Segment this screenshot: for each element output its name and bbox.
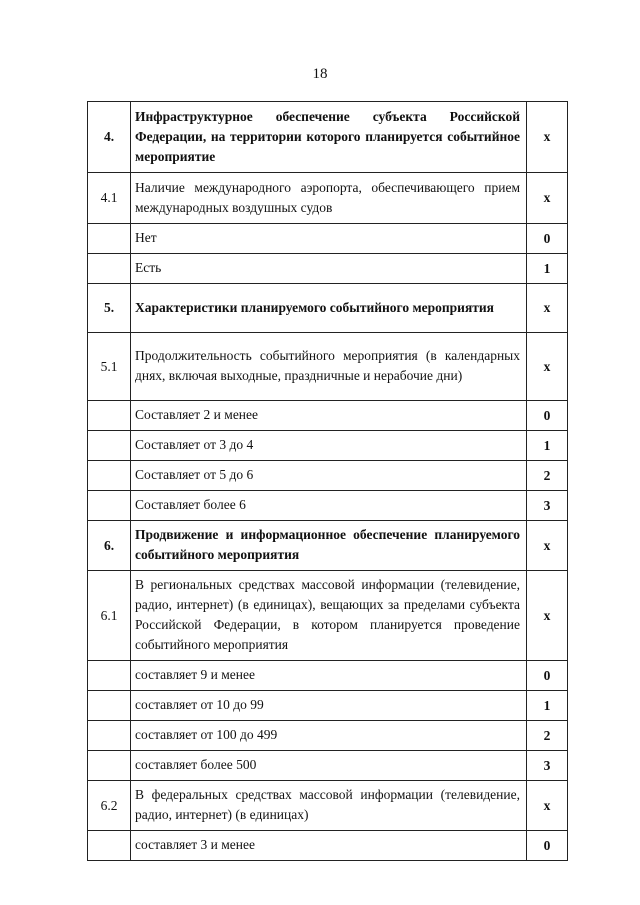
- row-value: x: [527, 781, 568, 831]
- table-row: [88, 491, 568, 521]
- page-number: 18: [312, 66, 328, 82]
- row-value: 0: [527, 401, 568, 431]
- table-row-criterion-6-2: [88, 781, 568, 831]
- row-value: x: [527, 102, 568, 173]
- row-text: Составляет от 5 до 6: [131, 461, 527, 491]
- row-number: 4.: [88, 102, 131, 173]
- table-row: [88, 721, 568, 751]
- row-value: 3: [527, 751, 568, 781]
- row-number: [88, 721, 131, 751]
- row-text: составляет 9 и менее: [131, 661, 527, 691]
- row-value: 1: [527, 254, 568, 284]
- row-text: составляет более 500: [131, 751, 527, 781]
- table-row-section-4: [88, 102, 568, 173]
- row-text: Продолжительность событийного мероприятия (в календарных днях, включая выходные, праздничные и нерабочие дни): [131, 333, 527, 401]
- row-text: Инфраструктурное обеспечение субъекта Российской Федерации, на территории которого планируется событийное мероприятие: [131, 102, 527, 173]
- row-value: x: [527, 284, 568, 333]
- row-text: Характеристики планируемого событийного мероприятия: [131, 284, 527, 333]
- table-row: [88, 661, 568, 691]
- criteria-table: [87, 101, 568, 861]
- table-row-criterion-4-1: [88, 173, 568, 224]
- row-text: В федеральных средствах массовой информации (телевидение, радио, интернет) (в единицах): [131, 781, 527, 831]
- row-value: 0: [527, 224, 568, 254]
- row-text: составляет от 10 до 99: [131, 691, 527, 721]
- row-value: 1: [527, 691, 568, 721]
- criteria-table-body: [88, 102, 568, 861]
- table-row-section-5: [88, 284, 568, 333]
- row-value: 0: [527, 661, 568, 691]
- row-text: В региональных средствах массовой информации (телевидение, радио, интернет) (в единицах), вещающих за пределами субъекта Российской Федерации, в котором планируется проведение событийного мероприятия: [131, 571, 527, 661]
- table-row: [88, 431, 568, 461]
- row-text: Составляет от 3 до 4: [131, 431, 527, 461]
- row-number: 6.2: [88, 781, 131, 831]
- table-row: [88, 224, 568, 254]
- row-number: [88, 831, 131, 861]
- row-text: Составляет 2 и менее: [131, 401, 527, 431]
- row-number: 5.: [88, 284, 131, 333]
- row-text: составляет от 100 до 499: [131, 721, 527, 751]
- table-row-section-6: [88, 521, 568, 571]
- table-row: [88, 751, 568, 781]
- row-value: 2: [527, 721, 568, 751]
- row-number: 4.1: [88, 173, 131, 224]
- row-number: [88, 224, 131, 254]
- row-number: 6.: [88, 521, 131, 571]
- row-text: Наличие международного аэропорта, обеспечивающего прием международных воздушных судов: [131, 173, 527, 224]
- row-text: Нет: [131, 224, 527, 254]
- row-text: Есть: [131, 254, 527, 284]
- row-number: 5.1: [88, 333, 131, 401]
- row-value: 3: [527, 491, 568, 521]
- row-value: x: [527, 571, 568, 661]
- row-number: [88, 431, 131, 461]
- row-number: 6.1: [88, 571, 131, 661]
- row-value: 1: [527, 431, 568, 461]
- row-value: 0: [527, 831, 568, 861]
- row-number: [88, 751, 131, 781]
- row-number: [88, 661, 131, 691]
- table-row-criterion-6-1: [88, 571, 568, 661]
- row-value: x: [527, 333, 568, 401]
- row-number: [88, 254, 131, 284]
- table-row: [88, 254, 568, 284]
- row-number: [88, 461, 131, 491]
- table-row: [88, 461, 568, 491]
- row-number: [88, 691, 131, 721]
- row-value: x: [527, 521, 568, 571]
- row-value: x: [527, 173, 568, 224]
- table-row: [88, 831, 568, 861]
- table-row: [88, 691, 568, 721]
- row-value: 2: [527, 461, 568, 491]
- row-text: Продвижение и информационное обеспечение планируемого событийного мероприятия: [131, 521, 527, 571]
- row-number: [88, 491, 131, 521]
- row-text: Составляет более 6: [131, 491, 527, 521]
- row-number: [88, 401, 131, 431]
- table-row: [88, 401, 568, 431]
- table-row-criterion-5-1: [88, 333, 568, 401]
- row-text: составляет 3 и менее: [131, 831, 527, 861]
